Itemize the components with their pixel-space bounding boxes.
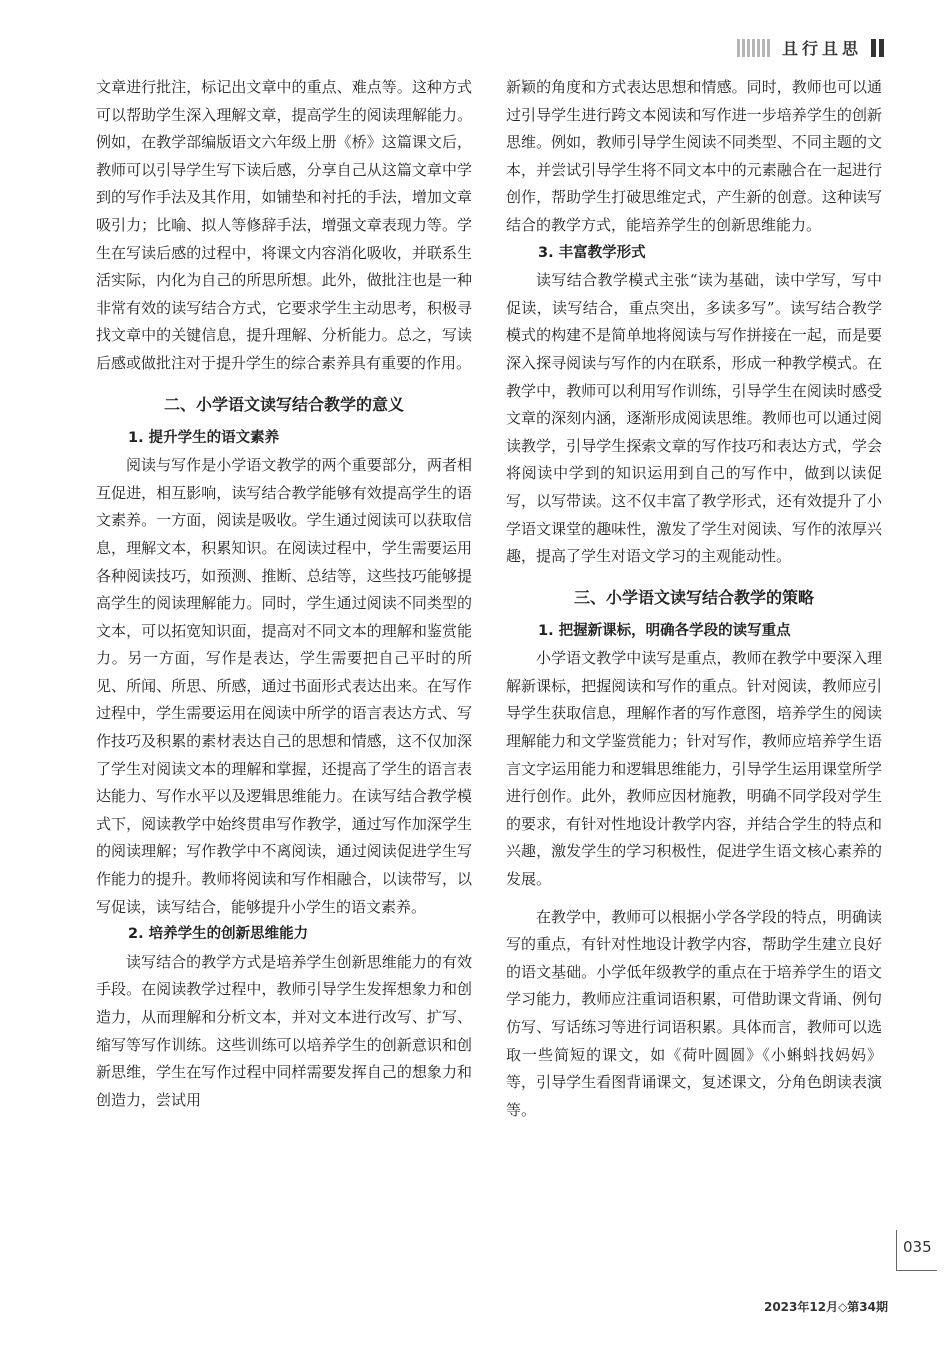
paragraph: 在教学中，教师可以根据小学各学段的特点，明确读写的重点，有针对性地设计教学内容，帮助学生建立良好的语文基础。小学低年级教学的重点在于培养学生的语文学习能力，教师应注重词语积累，可借助课文背诵、例句仿写、写话练习等进行词语积累。具体而言，教师可以选取一些简短的课文，如《荷叶圆圆》《小蝌蚪找妈妈》等，引导学生看图背诵课文，复述课文，分角色朗读表演等。: [506, 907, 882, 1119]
subsection-heading: 2. 培养学生的创新思维能力: [128, 926, 309, 943]
paragraph: 文章进行批注，标记出文章中的重点、难点等。这种方式可以帮助学生深入理解文章，提高学生的阅读理解能力。例如，在教学部编版语文六年级上册《桥》这篇课文后，教师可以引导学生写下读后感，分享自己从这篇文章中学到的写作手法及其作用，如铺垫和衬托的手法，增加文章吸引力；比喻、拟人等修辞手法，增强文章表现力等。学生在写读后感的过程中，将课文内容消化吸收，并联系生活实际，内化为自己的所思所想。此外，做批注也是一种非常有效的读写结合方式，它要求学生主动思考，积极寻找文章中的关键信息，提升理解、分析能力。总之，写读后感或做批注对于提升学生的综合素养具有重要的作用。: [96, 78, 472, 372]
page-number: 035: [903, 1238, 932, 1256]
paragraph: 新颖的角度和方式表达思想和情感。同时，教师也可以通过引导学生进行跨文本阅读和写作进一步培养学生的创新思维。例如，教师引导学生阅读不同类型、不同主题的文本，并尝试引导学生将不同文本中的元素融合在一起进行创作，帮助学生打破思维定式，产生新的创意。这种读写结合的教学方式，能培养学生的创新思维能力。: [506, 78, 882, 234]
page-number-box: [896, 1230, 937, 1271]
subsection-heading: 1. 提升学生的语文素养: [128, 429, 280, 446]
subsection-heading: 1. 把握新课标，明确各学段的读写重点: [538, 622, 791, 639]
paragraph: 读写结合教学模式主张“读为基础，读中学写，写中促读，读写结合，重点突出，多读多写”。读写结合教学模式的构建不是简单地将阅读与写作拼接在一起，而是要深入探寻阅读与写作的内在联系，形成一种教学模式。在教学中，教师可以利用写作训练，引导学生在阅读时感受文章的深刻内涵，逐渐形成阅读思维。教师也可以通过阅读教学，引导学生探索文章的写作技巧和表达方式，学会将阅读中学到的知识运用到自己的写作中，做到以读促写，以写带读。这不仅丰富了教学形式，还有效提升了小学语文课堂的趣味性，激发了学生对阅读、写作的浓厚兴趣，提高了学生对语文学习的主观能动性。: [506, 271, 882, 566]
paragraph: 读写结合的教学方式是培养学生创新思维能力的有效手段。在阅读教学过程中，教师引导学生发挥想象力和创造力，从而理解和分析文本，并对文本进行改写、扩写、缩写等写作训练。这些训练可以培养学生的创新意识和创新思维，学生在写作过程中同样需要发挥自己的想象力和创造力，尝试用: [96, 952, 472, 1109]
section-heading: 三、小学语文读写结合教学的策略: [573, 587, 814, 607]
section-heading: 二、小学语文读写结合教学的意义: [163, 394, 404, 414]
issue-info: 2023年12月◇第34期: [763, 1300, 888, 1314]
left-column: [96, 74, 472, 1114]
running-header: [737, 36, 884, 59]
paragraph: 小学语文教学中读写是重点，教师在教学中要深入理解新课标，把握阅读和写作的重点。针对阅读，教师应引导学生获取信息，理解作者的写作意图，培养学生的阅读理解能力和文学鉴赏能力；针对写作，教师应培养学生语言文字运用能力和逻辑思维能力，引导学生运用课堂所学进行创作。此外，教师应因材施教，明确不同学段对学生的要求，有针对性地设计教学内容，并结合学生的特点和兴趣，激发学生的学习积极性，促进学生语文核心素养的发展。: [506, 649, 882, 889]
column-title: 且行且思: [781, 39, 862, 58]
paragraph: 阅读与写作是小学语文教学的两个重要部分，两者相互促进，相互影响，读写结合教学能够有效提高学生的语文素养。一方面，阅读是吸收。学生通过阅读可以获取信息，理解文本，积累知识。在阅读过程中，学生需要运用各种阅读技巧，如预测、推断、总结等，这些技巧能够提高学生的阅读理解能力。同时，学生通过阅读不同类型的文本，可以拓宽知识面，提高对不同文本的理解和鉴赏能力。另一方面，写作是表达，学生需要把自己平时的所见、所闻、所思、所感，通过书面形式表达出来。在写作过程中，学生需要运用在阅读中所学的语言表达方式、写作技巧及积累的素材表达自己的思想和情感，这不仅加深了学生对阅读文本的理解和掌握，还提高了学生的语言表达能力、写作水平以及逻辑思维能力。在读写结合教学模式下，阅读教学中始终贯串写作教学，通过写作加深学生的阅读理解；写作教学中不离阅读，通过阅读促进学生写作能力的提升。教师将阅读和写作相融合，以读带写，以写促读，读写结合，能够提升小学生的语文素养。: [96, 456, 472, 916]
subsection-heading: 3. 丰富教学形式: [538, 244, 646, 261]
right-column: [506, 74, 882, 1124]
header-stripes: [737, 39, 772, 57]
header-end-bars: [868, 39, 884, 57]
